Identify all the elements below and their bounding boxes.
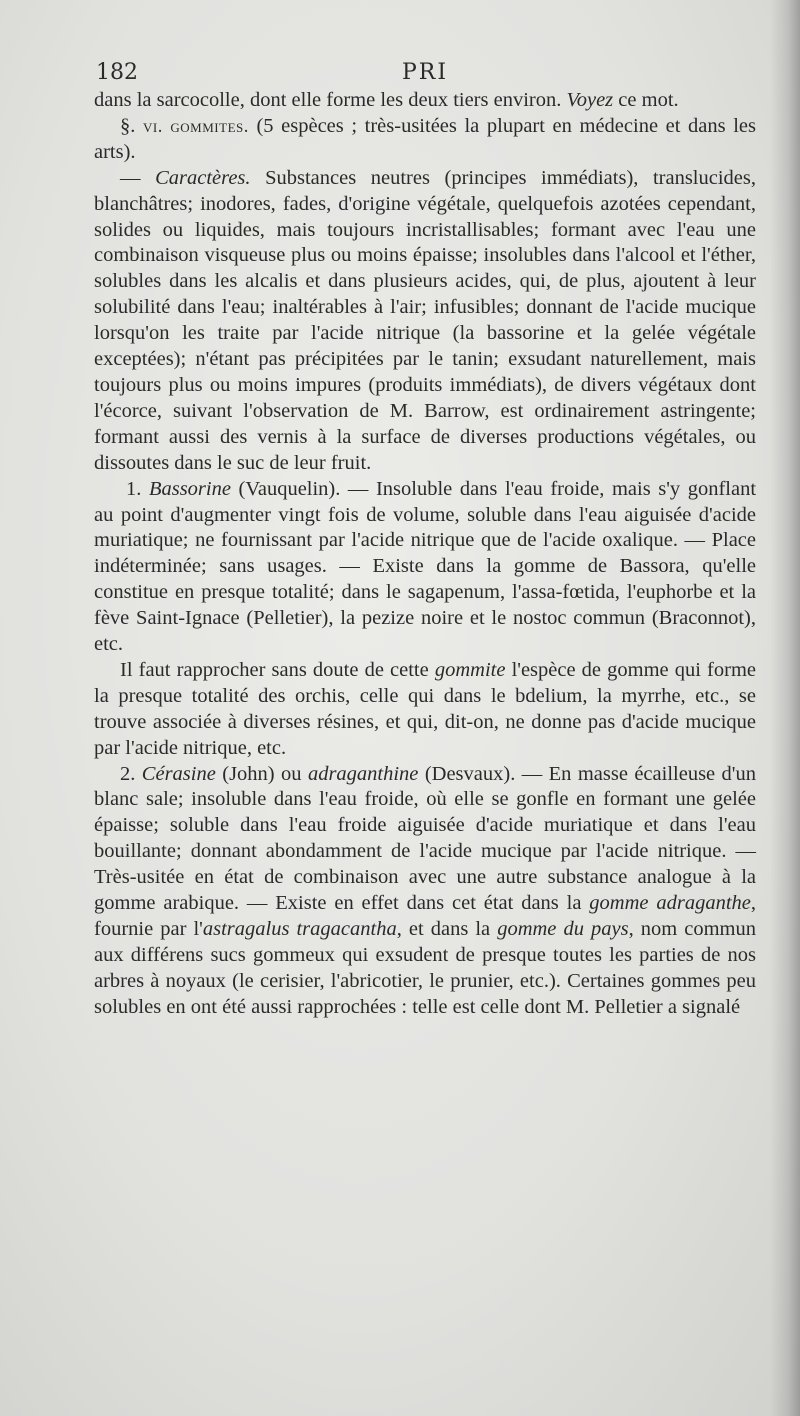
page-spine-shadow [770,0,800,1416]
italic-run: gomme adraganthe [589,892,751,915]
text-run: — [120,166,156,189]
paragraph-gommite [94,658,756,762]
text-run: 2. [120,762,142,785]
text-run: , et dans la [396,918,498,940]
text-run: (Desvaux). — En masse écailleuse d'un blanc sale; insoluble dans l'eau froide, où elle se gonfle en formant une gelée épaisse; soluble dans l'eau froide aiguisée d'acide muriatique et dans l'eau bouillante; donnant abondamment de l'acide mucique par l'acide nitrique. — Très-usitée en état de combinaison avec une autre substance analogue à la gomme arabique. — Existe en effet dans cet état dans la [94,762,756,915]
italic-run: gommite [434,658,506,681]
text-run: l'espèce de gomme qui forme la presque totalité des orchis, celle qui dans le bdelium, la myrrhe, etc., se trouve associée à diverses résines, et qui, dit-on, ne donne pas d'acide mucique par l'acide nitrique, etc. [94,658,757,759]
text-run: , fournie par l' [94,892,756,940]
text-run: Substances neutres (principes immédiats), translucides, blanchâtres; inodores, fades, d'origine végétale, quelquefois azotées cependant, solides ou liquides, mais toujours incristallisables; formant avec l'eau une combinaison visqueuse plus ou moins épaisse; insolubles dans l'alcool et l'éther, solubles dans les alcalis et dans plusieurs acides, qui, de plus, ajoutent à leur solubilité dans l'eau; inaltérables à l'air; infusibles; donnant de l'acide mucique lorsqu'on les traite par l'acide nitrique (la bassorine et la gelée végétale exceptées); n'étant pas précipitées par le tanin; exsudant naturellement, mais toujours plus ou moins impures (produits immédiats), de divers végétaux dont l'écorce, suivant l'observation de M. Barrow, est ordinairement astringente; formant aussi des vernis à la surface de diverses productions végétales, ou dissoutes dans le suc de leur fruit. [94,166,756,474]
paragraph-bassorine [94,477,756,658]
paragraph-continuation [94,88,756,114]
text-run: (John) ou [215,762,308,785]
italic-run: astragalus tragacantha [202,918,397,940]
paragraph-cerasine [94,762,756,1021]
section-heading-paragraph [94,114,756,166]
paragraph-caracteres [94,166,756,477]
page-number: 182 [96,60,138,85]
text-run: (Vauquelin). — Insoluble dans l'eau froide, mais s'y gonflant au point d'augmenter vingt fois de volume, soluble dans l'eau aiguisée d'acide muriatique; ne fournissant par l'acide nitrique que de l'acide oxalique. — Place indéterminée; sans usages. — Existe dans la gomme de Bassora, qu'elle constitue en presque totalité; dans le sagapenum, l'assa-fœtida, l'euphorbe et la fève Saint-Ignace (Pelletier), la pezize noire et le nostoc commun (Braconnot), etc. [94,477,757,656]
italic-run: Cérasine [141,762,216,785]
italic-run: Bassorine [148,477,231,500]
italic-run: Caractères. [155,166,251,189]
text-run: §. [120,114,143,137]
italic-run: Voyez [566,89,614,111]
running-head: PRI [402,60,449,85]
italic-run: adraganthine [307,762,419,785]
text-run: , nom commun aux différens sucs gommeux qui exsudent de presque toutes les parties de nos arbres à noyaux (le cerisier, l'abricotier, le prunier, etc.). Certaines gommes peu solubles en ont été aussi rapprochées : telle est celle dont M. Pelletier a signalé [94,918,756,1018]
text-run: Il faut rapprocher sans doute de cette [120,658,435,681]
section-title: vi. gommites. [142,115,249,136]
body-text [94,88,756,1021]
text-run: dans la sarcocolle, dont elle forme les deux tiers environ. [94,89,567,111]
page-header [96,60,756,90]
text-run: 1. [126,477,149,500]
text-run: (5 espèces ; très-usitées la plupart en médecine et dans les arts). [94,114,757,163]
text-run: ce mot. [613,89,679,111]
italic-run: gomme du pays [497,918,629,940]
